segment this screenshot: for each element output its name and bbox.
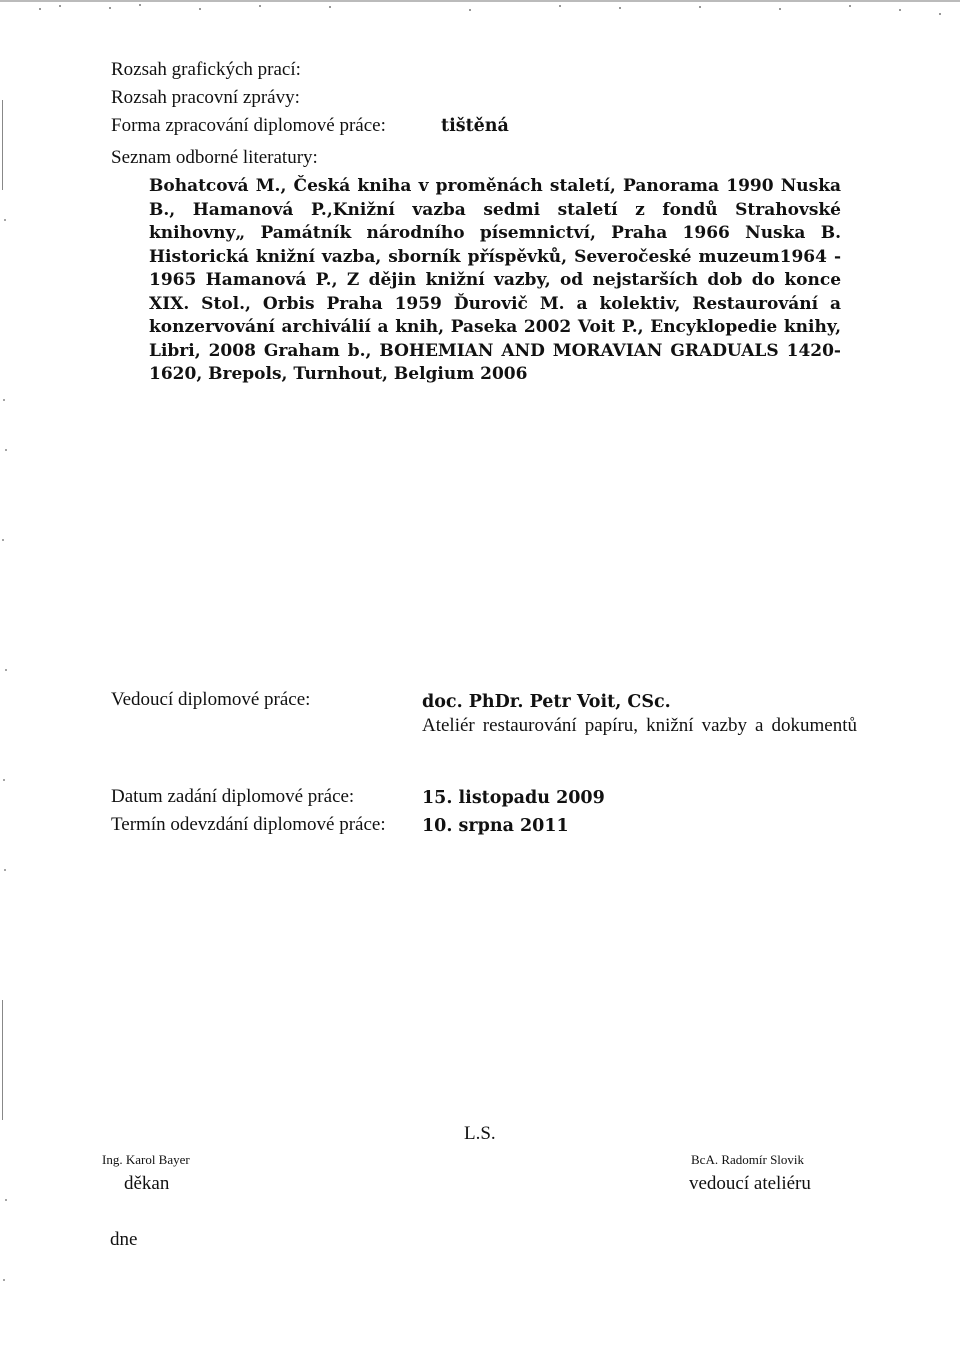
work-report-scope-label: Rozsah pracovní zprávy:: [111, 87, 300, 108]
supervisor-department: Ateliér restaurování papíru, knižní vazby a dokumentů: [422, 715, 857, 736]
assignment-date-label: Datum zadání diplomové práce:: [111, 786, 355, 807]
bibliography-entry: Nuska B. Historická knižní vazba, sborník příspěvků, Severočeské muzeum1964 - 1965: [149, 223, 841, 290]
dean-title: děkan: [124, 1173, 170, 1194]
studio-head-name: BcA. Radomír Slovik: [691, 1152, 805, 1167]
graphic-works-scope-label: Rozsah grafických prací:: [111, 59, 301, 80]
date-field-label: dne: [110, 1229, 138, 1250]
scan-edge-noise-top: [0, 0, 960, 20]
supervisor-label: Vedoucí diplomové práce:: [111, 689, 311, 710]
thesis-form-value: tištěná: [441, 116, 509, 136]
bibliography-entry: Ďurovič M. a kolektiv, Restaurování a konzervování archiválií a knih, Paseka 2002: [149, 293, 841, 337]
dean-name: Ing. Karol Bayer: [102, 1152, 190, 1167]
seal-placeholder: L.S.: [464, 1123, 496, 1144]
bibliography-entry: Bohatcová M., Česká kniha v proměnách staletí, Panorama 1990: [149, 176, 781, 196]
bibliography: [149, 175, 841, 387]
submission-deadline-value: 10. srpna 2011: [422, 816, 569, 836]
bibliography-entry: Hamanová P., Z dějin knižní vazby, od nejstarších dob do konce XIX. Stol., Orbis Praha 1959: [149, 270, 842, 314]
literature-list-label: Seznam odborné literatury:: [111, 147, 318, 168]
thesis-form-label: Forma zpracování diplomové práce:: [111, 115, 386, 136]
assignment-date-value: 15. listopadu 2009: [422, 788, 605, 808]
bibliography-entry: Graham b., BOHEMIAN AND MORAVIAN GRADUALS 1420-1620, Brepols, Turnhout, Belgium 2006: [149, 340, 841, 384]
studio-head-title: vedoucí ateliéru: [689, 1173, 811, 1194]
bibliography-entry: Voit P., Encyklopedie knihy, Libri, 2008: [149, 317, 841, 361]
bibliography-entry: Nuska B., Hamanová P.,Knižní vazba sedmi staletí z fondů Strahovské knihovny„ Památník národního písemnictví, Praha 1966: [149, 176, 841, 243]
submission-deadline-label: Termín odevzdání diplomové práce:: [111, 814, 386, 835]
scan-edge-noise-left: [0, 20, 12, 1359]
supervisor-name: doc. PhDr. Petr Voit, CSc.: [422, 692, 671, 712]
